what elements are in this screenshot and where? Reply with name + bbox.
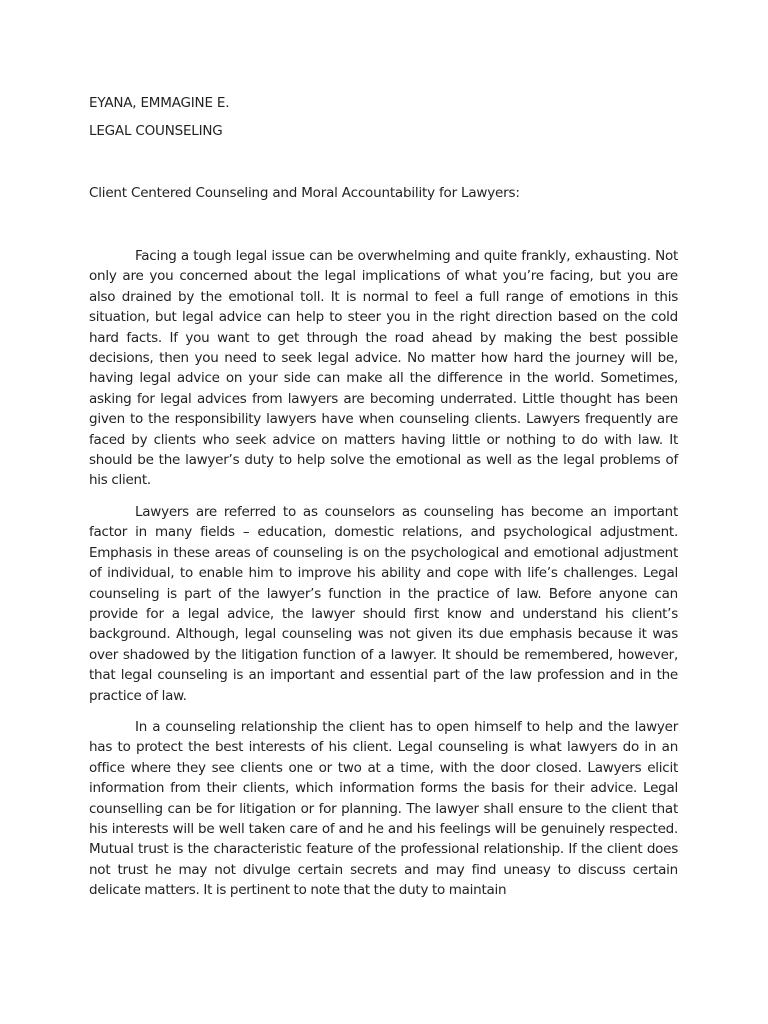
paragraph-2: Lawyers are referred to as counselors as counseling has become an important factor in many fields – education, domestic relations, and psychological adjustment. Emphasis in these areas of counseling is on the psychological and emotional adjustment of individual, to enable him to improve his ability and cope with life’s challenges. Legal counseling is part of the lawyer’s function in the practice of law. Before anyone can provide for a legal advice, the lawyer should first know and understand his client’s background. Although, legal counseling was not given its due emphasis because it was over shadowed by the litigation function of a lawyer. It should be remembered, however, that legal counseling is an important and essential part of the law profession and in the practice of law. — [89, 503, 678, 704]
course-name: LEGAL COUNSELING — [89, 123, 223, 139]
paragraph-1: Facing a tough legal issue can be overwhelming and quite frankly, exhausting. Not only are you concerned about the legal implications of what you’re facing, but you are also drained by the emotional toll. It is normal to feel a full range of emotions in this situation, but legal advice can help to steer you in the right direction based on the cold hard facts. If you want to get through the road ahead by making the best possible decisions, then you need to seek legal advice. No matter how hard the journey will be, having legal advice on your side can make all the difference in the world. Sometimes, asking for legal advices from lawyers are becoming underrated. Little thought has been given to the responsibility lawyers have when counseling clients. Lawyers frequently are faced by clients who seek advice on matters having little or nothing to do with law. It should be the lawyer’s duty to help solve the emotional as well as the legal problems of his client. — [89, 248, 678, 489]
document-body — [89, 246, 678, 912]
paragraph-3: In a counseling relationship the client has to open himself to help and the lawyer has to protect the best interests of his client. Legal counseling is what lawyers do in an office where they see clients one or two at a time, with the door closed. Lawyers elicit information from their clients, which information forms the basis for their advice. Legal counselling can be for litigation or for planning. The lawyer shall ensure to the client that his interests will be well taken care of and he and his feelings will be genuinely respected. Mutual trust is the characteristic feature of the professional relationship. If the client does not trust he may not divulge certain secrets and may find uneasy to discuss certain delicate matters. It is pertinent to note that the duty to maintain — [89, 718, 678, 899]
document-title: Client Centered Counseling and Moral Accountability for Lawyers: — [89, 185, 520, 201]
author-name: EYANA, EMMAGINE E. — [89, 95, 230, 111]
